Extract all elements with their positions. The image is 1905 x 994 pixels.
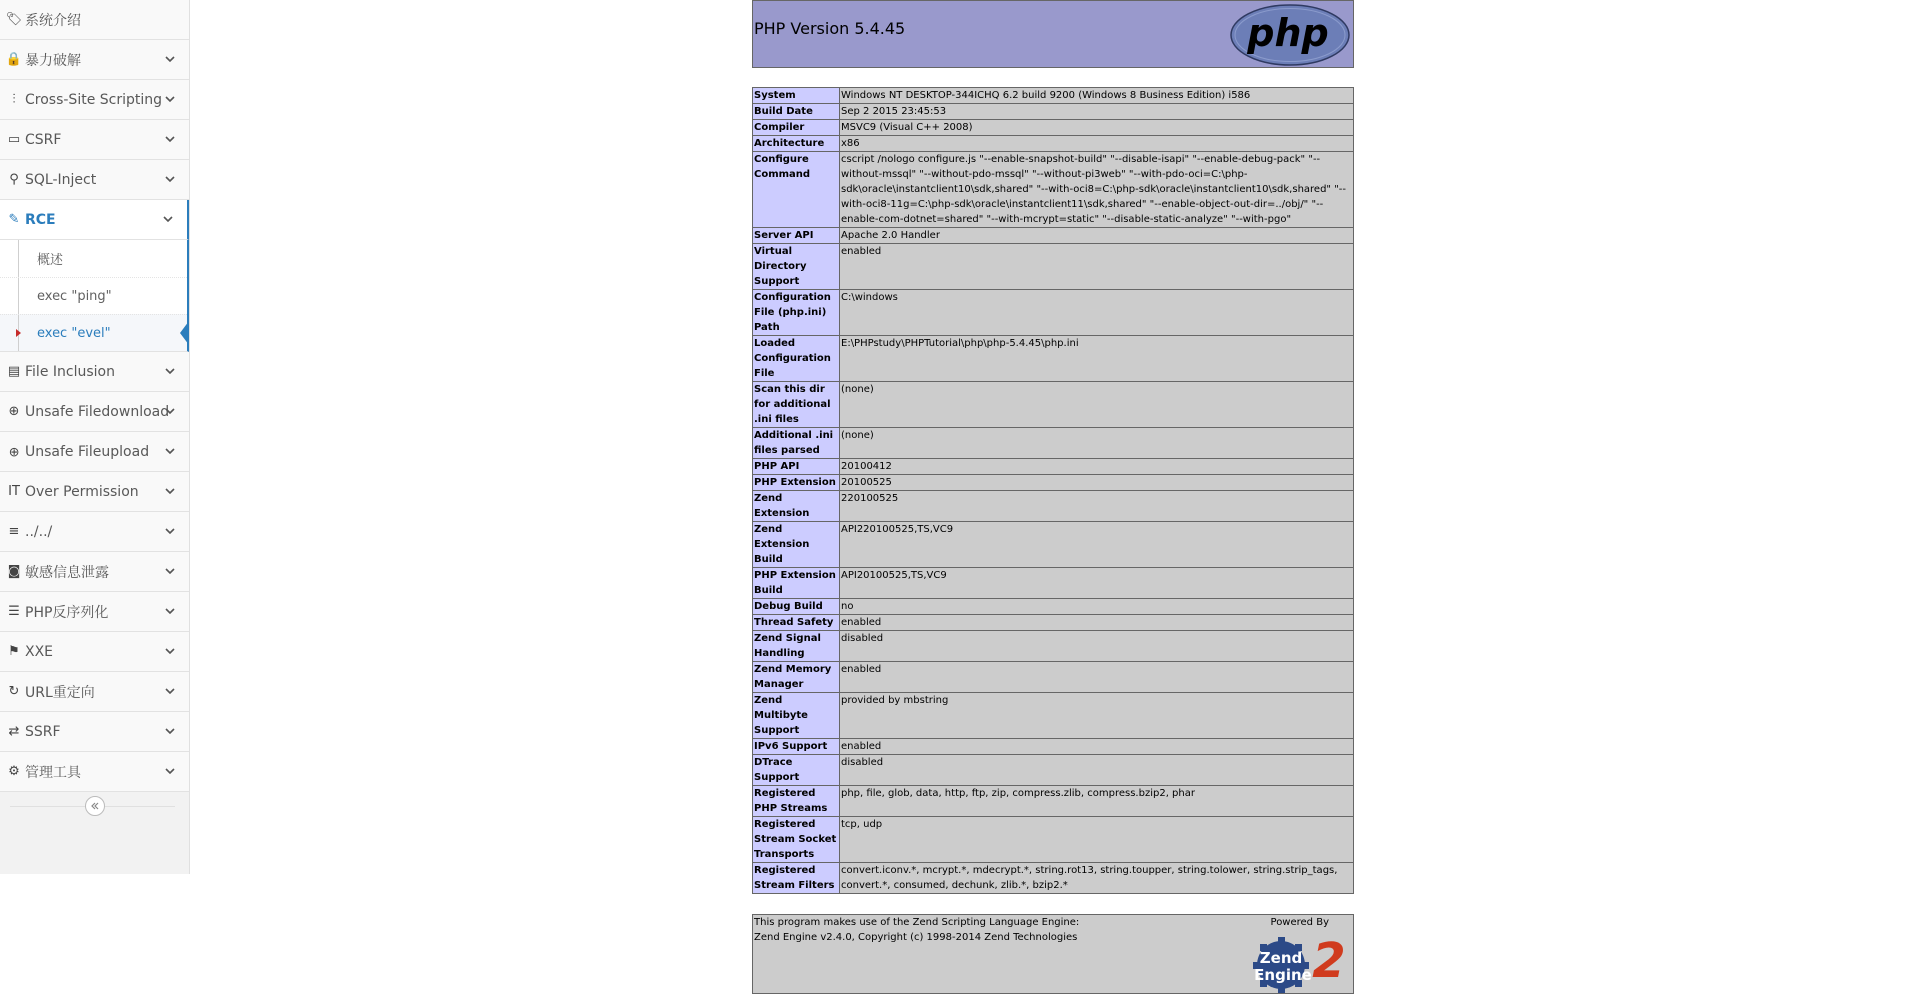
download-icon: ⊕ xyxy=(8,404,20,419)
info-row xyxy=(753,568,1354,599)
php-version-title: PHP Version 5.4.45 xyxy=(754,19,906,38)
info-value: disabled xyxy=(840,631,1354,662)
info-row xyxy=(753,228,1354,244)
info-key: System xyxy=(753,88,840,104)
sidebar-item[interactable] xyxy=(0,40,189,80)
submenu-item-label: 概述 xyxy=(37,253,64,268)
sidebar-item-label: XXE xyxy=(25,643,54,660)
sidebar-item-label: Over Permission xyxy=(25,483,139,500)
info-value: enabled xyxy=(840,244,1354,290)
info-value: cscript /nologo configure.js "--enable-snapshot-build" "--disable-isapi" "--enable-debug-pack" "--without-mssql" "--without-pdo-mssql" "--without-pi3web" "--with-pdo-oci=C:\php-sdk\oracle\instantclient10\sdk,shared" "--with-oci8=C:\php-sdk\oracle\instantclient10\sdk,shared" "--with-oci8-11g=C:\php-sdk\oracle\instantclient11\sdk,shared" "--enable-object-out-dir=../obj/" "--enable-com-dotnet=shared" "--with-mcrypt=static" "--disable-static-analyze" "--with-pgo" xyxy=(840,152,1354,228)
info-row xyxy=(753,382,1354,428)
info-key: Zend Signal Handling xyxy=(753,631,840,662)
sidebar-item[interactable] xyxy=(0,352,189,392)
info-value: no xyxy=(840,599,1354,615)
svg-text:Zend: Zend xyxy=(1259,949,1303,967)
php-header xyxy=(752,0,1354,68)
sidebar-item[interactable] xyxy=(0,592,189,632)
rce-submenu xyxy=(0,240,189,352)
chevron-down-icon[interactable] xyxy=(163,764,177,778)
phpinfo-table xyxy=(752,87,1354,894)
info-key: DTrace Support xyxy=(753,755,840,786)
sidebar xyxy=(0,0,190,874)
chevron-down-icon[interactable] xyxy=(163,404,177,418)
zend-engine-box xyxy=(752,914,1354,994)
exchange-icon: ⇄ xyxy=(8,724,20,739)
info-row xyxy=(753,136,1354,152)
php-logo xyxy=(1229,3,1351,67)
info-row xyxy=(753,244,1354,290)
info-key: Thread Safety xyxy=(753,615,840,631)
info-row xyxy=(753,615,1354,631)
info-row xyxy=(753,336,1354,382)
info-value: x86 xyxy=(840,136,1354,152)
sidebar-item[interactable] xyxy=(0,80,189,120)
info-row xyxy=(753,863,1354,894)
info-row xyxy=(753,693,1354,739)
text-height-icon: IT xyxy=(8,484,20,499)
php-logo-text: php xyxy=(1247,11,1329,55)
info-value: tcp, udp xyxy=(840,817,1354,863)
info-row xyxy=(753,475,1354,491)
sidebar-item-label: File Inclusion xyxy=(25,363,115,380)
info-key: Zend Extension xyxy=(753,491,840,522)
active-indicator xyxy=(180,321,189,345)
chevron-down-icon[interactable] xyxy=(163,52,177,66)
info-key: Zend Multibyte Support xyxy=(753,693,840,739)
submenu-item-label: exec "ping" xyxy=(37,288,112,304)
zend-line-2: Zend Engine v2.4.0, Copyright (c) 1998-2014 Zend Technologies xyxy=(754,932,1078,943)
sidebar-item[interactable] xyxy=(0,392,189,432)
chevron-down-icon[interactable] xyxy=(163,524,177,538)
sidebar-item-label: SSRF xyxy=(25,723,61,740)
info-key: IPv6 Support xyxy=(753,739,840,755)
sidebar-item-label: CSRF xyxy=(25,131,62,148)
chevron-up-icon[interactable] xyxy=(161,212,175,226)
info-key: Build Date xyxy=(753,104,840,120)
sidebar-item-label: Unsafe Filedownload xyxy=(25,403,170,420)
sidebar-item-label: ../../ xyxy=(25,523,53,540)
info-row xyxy=(753,599,1354,615)
sidebar-item[interactable] xyxy=(0,200,189,240)
filter-icon: ⫶ xyxy=(12,92,16,107)
info-value: 20100525 xyxy=(840,475,1354,491)
info-row xyxy=(753,739,1354,755)
submenu-item-label: exec "evel" xyxy=(37,325,111,341)
powered-by-label: Powered By xyxy=(1270,917,1329,928)
double-chevron-left-icon xyxy=(90,801,100,811)
info-row xyxy=(753,755,1354,786)
sidebar-item-label: URL重定向 xyxy=(25,684,95,701)
info-row xyxy=(753,662,1354,693)
info-value: provided by mbstring xyxy=(840,693,1354,739)
sidebar-item-label: 管理工具 xyxy=(25,764,81,781)
flag-icon: ⚑ xyxy=(8,644,20,659)
phpinfo-page xyxy=(752,0,1354,994)
lock-icon: 🔒 xyxy=(5,52,23,67)
info-key: PHP Extension Build xyxy=(753,568,840,599)
info-key: PHP Extension xyxy=(753,475,840,491)
window-icon: ▭ xyxy=(7,132,21,147)
info-value: Apache 2.0 Handler xyxy=(840,228,1354,244)
sidebar-collapse-bar xyxy=(0,792,189,820)
info-row xyxy=(753,786,1354,817)
sidebar-item-label: 暴力破解 xyxy=(25,52,81,69)
info-value: php, file, glob, data, http, ftp, zip, compress.zlib, compress.bzip2, phar xyxy=(840,786,1354,817)
info-value: enabled xyxy=(840,615,1354,631)
align-left-icon: ≡ xyxy=(8,524,20,539)
chevron-down-icon[interactable] xyxy=(163,92,177,106)
info-row xyxy=(753,817,1354,863)
info-key: Architecture xyxy=(753,136,840,152)
gear-icon: ⚙ xyxy=(8,764,20,779)
sidebar-item[interactable] xyxy=(0,432,189,472)
sidebar-item[interactable] xyxy=(0,512,189,552)
info-key: Configure Command xyxy=(753,152,840,228)
tags-icon: 🏷 xyxy=(5,12,23,27)
info-key: Compiler xyxy=(753,120,840,136)
sidebar-item-label: PHP反序列化 xyxy=(25,604,109,621)
info-key: Configuration File (php.ini) Path xyxy=(753,290,840,336)
chevron-down-icon[interactable] xyxy=(163,172,177,186)
info-key: PHP API xyxy=(753,459,840,475)
info-key: Registered Stream Socket Transports xyxy=(753,817,840,863)
sidebar-item-label: Cross-Site Scripting xyxy=(25,91,163,108)
info-key: Zend Extension Build xyxy=(753,522,840,568)
info-key: Zend Memory Manager xyxy=(753,662,840,693)
file-icon: ▤ xyxy=(7,364,21,379)
info-value: MSVC9 (Visual C++ 2008) xyxy=(840,120,1354,136)
info-row xyxy=(753,459,1354,475)
info-row xyxy=(753,152,1354,228)
info-value: API220100525,TS,VC9 xyxy=(840,522,1354,568)
info-value: enabled xyxy=(840,739,1354,755)
pencil-icon: ✎ xyxy=(8,212,20,227)
zend-engine-logo xyxy=(1239,927,1351,993)
sidebar-item[interactable] xyxy=(0,752,189,792)
sidebar-item[interactable] xyxy=(0,632,189,672)
info-value: Windows NT DESKTOP-344ICHQ 6.2 build 9200 (Windows 8 Business Edition) i586 xyxy=(840,88,1354,104)
sidebar-item-label: 系统介绍 xyxy=(25,12,81,29)
info-row xyxy=(753,631,1354,662)
info-row xyxy=(753,522,1354,568)
info-key: Scan this dir for additional .ini files xyxy=(753,382,840,428)
info-value: C:\windows xyxy=(840,290,1354,336)
sidebar-item[interactable] xyxy=(0,672,189,712)
svg-text:Engine: Engine xyxy=(1254,966,1312,984)
sidebar-item-label: RCE xyxy=(25,211,56,228)
info-row xyxy=(753,491,1354,522)
info-key: Loaded Configuration File xyxy=(753,336,840,382)
info-row xyxy=(753,428,1354,459)
info-value: convert.iconv.*, mcrypt.*, mdecrypt.*, string.rot13, string.toupper, string.tolower, string.strip_tags, convert.*, consumed, dechunk, zlib.*, bzip2.* xyxy=(840,863,1354,894)
info-row xyxy=(753,88,1354,104)
refresh-icon: ↻ xyxy=(8,684,20,699)
submenu-item[interactable] xyxy=(0,314,187,351)
camera-icon: ◙ xyxy=(7,564,21,579)
chevron-down-icon[interactable] xyxy=(163,604,177,618)
info-row xyxy=(753,104,1354,120)
info-key: Registered PHP Streams xyxy=(753,786,840,817)
sidebar-item[interactable] xyxy=(0,0,189,40)
sidebar-item[interactable] xyxy=(0,552,189,592)
list-icon: ☰ xyxy=(8,604,20,619)
sidebar-item[interactable] xyxy=(0,120,189,160)
info-value: (none) xyxy=(840,382,1354,428)
chevron-down-icon[interactable] xyxy=(163,564,177,578)
chevron-down-icon[interactable] xyxy=(163,644,177,658)
upload-icon: ⊕ xyxy=(8,444,20,459)
chevron-down-icon[interactable] xyxy=(163,444,177,458)
info-key: Debug Build xyxy=(753,599,840,615)
info-row xyxy=(753,290,1354,336)
chevron-down-icon[interactable] xyxy=(163,364,177,378)
info-key: Virtual Directory Support xyxy=(753,244,840,290)
chevron-down-icon[interactable] xyxy=(163,484,177,498)
info-key: Additional .ini files parsed xyxy=(753,428,840,459)
info-value: enabled xyxy=(840,662,1354,693)
collapse-sidebar-button[interactable] xyxy=(85,796,105,816)
info-value: Sep 2 2015 23:45:53 xyxy=(840,104,1354,120)
submenu-item[interactable] xyxy=(0,240,187,277)
sidebar-item[interactable] xyxy=(0,160,189,200)
caret-right-icon xyxy=(16,329,21,337)
sidebar-item[interactable] xyxy=(0,472,189,512)
zend-line-1: This program makes use of the Zend Scripting Language Engine: xyxy=(754,917,1080,928)
sidebar-item[interactable] xyxy=(0,712,189,752)
info-key: Server API xyxy=(753,228,840,244)
info-value: 220100525 xyxy=(840,491,1354,522)
submenu-item[interactable] xyxy=(0,277,187,314)
info-value: E:\PHPstudy\PHPTutorial\php\php-5.4.45\php.ini xyxy=(840,336,1354,382)
sidebar-item-label: SQL-Inject xyxy=(25,171,97,188)
fingerprint-icon: ⚲ xyxy=(9,172,19,187)
info-value: (none) xyxy=(840,428,1354,459)
svg-text:2: 2 xyxy=(1312,933,1346,989)
info-row xyxy=(753,120,1354,136)
chevron-down-icon[interactable] xyxy=(163,132,177,146)
info-value: API20100525,TS,VC9 xyxy=(840,568,1354,599)
chevron-down-icon[interactable] xyxy=(163,684,177,698)
sidebar-item-label: 敏感信息泄露 xyxy=(25,564,109,581)
info-key: Registered Stream Filters xyxy=(753,863,840,894)
sidebar-item-label: Unsafe Fileupload xyxy=(25,443,150,460)
chevron-down-icon[interactable] xyxy=(163,724,177,738)
info-value: disabled xyxy=(840,755,1354,786)
info-value: 20100412 xyxy=(840,459,1354,475)
